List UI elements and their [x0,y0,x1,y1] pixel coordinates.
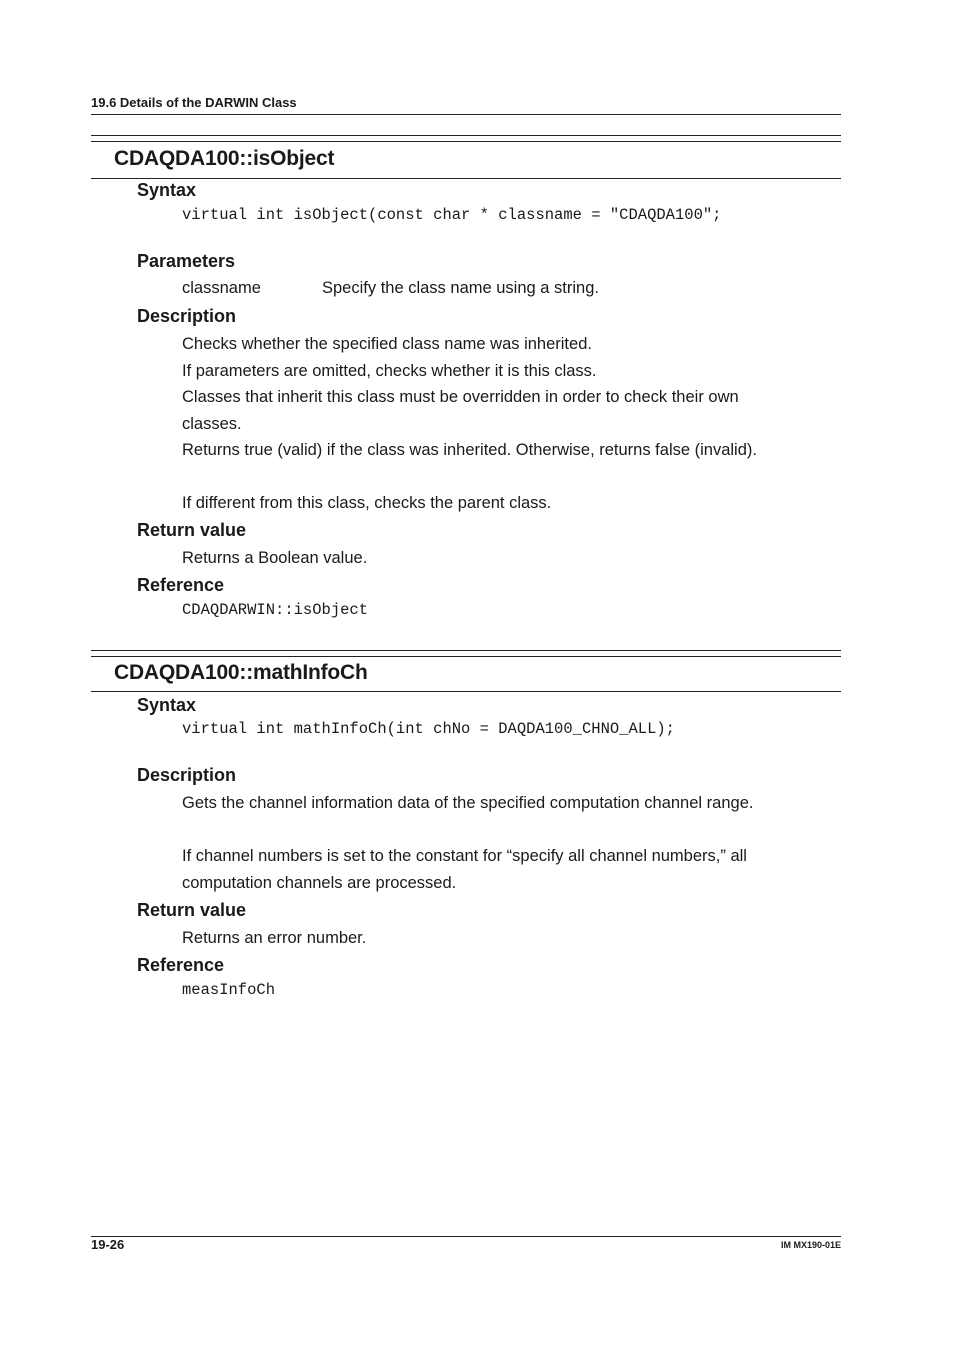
reference-heading: Reference [137,575,225,595]
section-rule-top [91,650,841,651]
description-heading: Description [137,765,237,785]
running-header: 19.6 Details of the DARWIN Class [91,95,297,110]
page-number: 19-26 [91,1237,125,1252]
section-rule-bottom [91,691,841,692]
description-line: Checks whether the specified class name was inherited. [182,335,592,353]
return-value-text: Returns a Boolean value. [182,549,368,567]
syntax-code: virtual int isObject(const char * classname = "CDAQDA100"; [182,206,722,224]
section-title: CDAQDA100::mathInfoCh [114,661,368,684]
document-id: IM MX190-01E [780,1240,841,1250]
section-rule-top [91,141,841,142]
reference-code: CDAQDARWIN::isObject [182,601,369,619]
description-line: Classes that inherit this class must be overridden in order to check their own [182,388,739,406]
reference-heading: Reference [137,955,225,975]
return-value-text: Returns an error number. [182,929,367,947]
header-rule [91,114,841,115]
return-value-heading: Return value [137,520,247,540]
section-rule-top [91,135,841,136]
syntax-code: virtual int mathInfoCh(int chNo = DAQDA100_CHNO_ALL); [182,720,675,738]
parameter-description: Specify the class name using a string. [322,279,599,297]
description-line: Gets the channel information data of the specified computation channel range. [182,794,754,812]
description-line: Returns true (valid) if the class was inherited. Otherwise, returns false (invalid). [182,441,757,459]
section-rule-top [91,656,841,657]
syntax-heading: Syntax [137,180,197,200]
section-rule-bottom [91,178,841,179]
description-heading: Description [137,306,237,326]
syntax-heading: Syntax [137,695,197,715]
description-line: If parameters are omitted, checks whether it is this class. [182,362,597,380]
description-line: classes. [182,415,242,433]
description-line: If channel numbers is set to the constant for “specify all channel numbers,” all [182,847,747,865]
parameter-name: classname [182,279,261,297]
reference-code: measInfoCh [182,981,276,999]
description-line: If different from this class, checks the parent class. [182,494,552,512]
return-value-heading: Return value [137,900,247,920]
description-line: computation channels are processed. [182,874,457,892]
section-title: CDAQDA100::isObject [114,147,335,170]
parameters-heading: Parameters [137,251,236,271]
footer-rule [91,1236,841,1237]
